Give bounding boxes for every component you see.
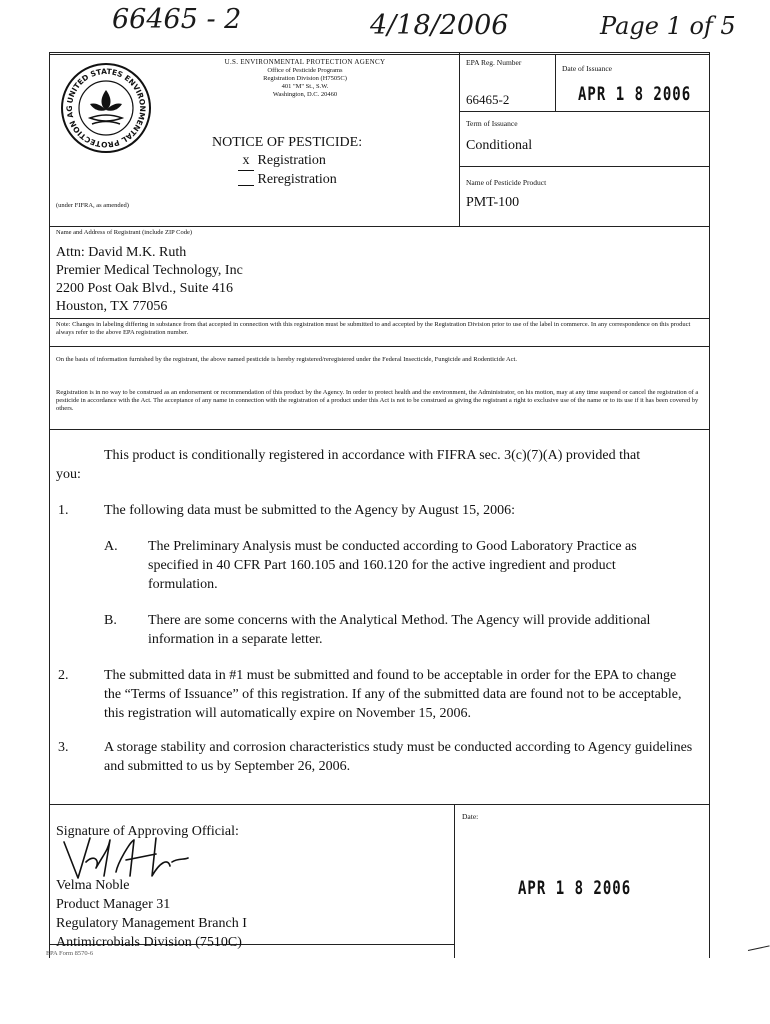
body-intro-end: you: [56,467,81,482]
epa-reg-label: EPA Reg. Number [466,58,522,67]
item-2-number: 2. [58,668,69,683]
epa-seal-logo [60,62,152,154]
registrant-line-3: 2200 Post Oak Blvd., Suite 416 [56,281,233,296]
signature-icon [60,832,190,882]
notice-block [212,134,362,189]
handwritten-date: 4/18/2006 [370,10,509,41]
reregistration-checkmark [238,171,254,186]
body-intro: This product is conditionally registered in accordance with FIFRA sec. 3(c)(7)(A) provided that [104,448,641,463]
item-a-letter: A. [104,539,118,554]
handwritten-signature [60,832,190,882]
epa-seal-icon [60,62,152,154]
registration-option [212,152,362,171]
notice-title: NOTICE OF PESTICIDE: [212,135,363,150]
agency-office: Office of Pesticide Programs [267,67,343,74]
registrant-address [56,244,243,316]
agency-header [190,58,420,99]
signature-date-label: Date: [462,812,479,821]
item-a-text: The Preliminary Analysis must be conducted according to Good Laboratory Practice as specified in 40 CFR Part 160.105 and 160.120 for the active ingredient and product formulation. [148,539,637,592]
official-title: Product Manager 31 [56,897,171,912]
item-1-number: 1. [58,503,69,518]
handwritten-reference: 66465 - 2 [112,4,242,35]
epa-reg-value: 66465-2 [466,92,510,107]
term-value: Conditional [466,138,533,153]
term-label: Term of Issuance [466,119,518,128]
item-b-letter: B. [104,613,117,628]
official-branch: Regulatory Management Branch I [56,916,247,931]
registrant-label: Name and Address of Registrant (include ZIP Code) [56,229,193,236]
agency-city: Washington, D.C. 20460 [272,91,338,98]
product-label: Name of Pesticide Product [466,178,547,187]
item-1-text: The following data must be submitted to the Agency by August 15, 2006: [104,503,516,518]
item-3-text: A storage stability and corrosion characteristics study must be conducted according to Agency guidelines and submitted to us by September 26, 2006. [104,740,693,774]
fifra-note: (under FIFRA, as amended) [56,202,129,209]
item-b-text: There are some concerns with the Analytical Method. The Agency will provide additional information in a separate letter. [148,613,651,647]
agency-street: 401 "M" St., S.W. [281,83,329,90]
handwritten-page: Page 1 of 5 [600,12,736,40]
registration-disclaimer: Registration is in no way to be construed as an endorsement or recommendation of this product by the Agency. In order to protect health and the environment, the Administrator, on his motion, may at any time suspend or cancel the registration of a pesticide in accordance with the Act. The acceptance of any name in connection with the registration of a product under this Act is not to be construed as giving the registrant a right to exclusive use of the name or to its use if it has been covered by others. [56,389,699,412]
registrant-line-1: Attn: David M.K. Ruth [56,245,187,260]
issuance-label: Date of Issuance [562,64,612,73]
reregistration-option [212,171,362,189]
issuance-stamp: APR 1 8 2006 [578,84,692,106]
official-details [56,876,247,952]
reregistration-label: Reregistration [257,172,337,187]
registration-checkmark: x [238,152,254,171]
registration-label: Registration [257,153,326,168]
registration-basis: On the basis of information furnished by the registrant, the above named pesticide is hereby registered/reregistered under the Federal Insecticide, Fungicide and Rodenticide Act. [56,356,517,363]
agency-division: Registration Division (H7505C) [263,75,347,82]
labeling-note: Note: Changes in labeling differing in substance from that accepted in connection with this registration must be submitted to and accepted by the Registration Division prior to use of the label in commerce. In any correspondence on this product always refer to the above EPA registration number. [56,321,691,336]
agency-name: U.S. ENVIRONMENTAL PROTECTION AGENCY [224,58,386,66]
form-number: EPA Form 8570-6 [46,950,94,957]
signature-label: Signature of Approving Official: [56,824,239,839]
product-value: PMT-100 [466,195,520,210]
registrant-line-2: Premier Medical Technology, Inc [56,263,243,278]
item-3-number: 3. [58,740,69,755]
registrant-line-4: Houston, TX 77056 [56,299,168,314]
svg-text:UNITED STATES ENVIRONMENTAL PR: UNITED STATES ENVIRONMENTAL PROTECTION AG [64,66,148,150]
official-name: Velma Noble [56,878,130,893]
official-division: Antimicrobials Division (7510C) [56,935,242,950]
item-2-text: The submitted data in #1 must be submitted and found to be acceptable in order for the EPA to change the “Terms of Issuance” of this registration. If any of the submitted data are found not to be acceptable, this registration will automatically expire on November 15, 2006. [104,668,682,721]
signature-date-stamp: APR 1 8 2006 [518,878,632,900]
